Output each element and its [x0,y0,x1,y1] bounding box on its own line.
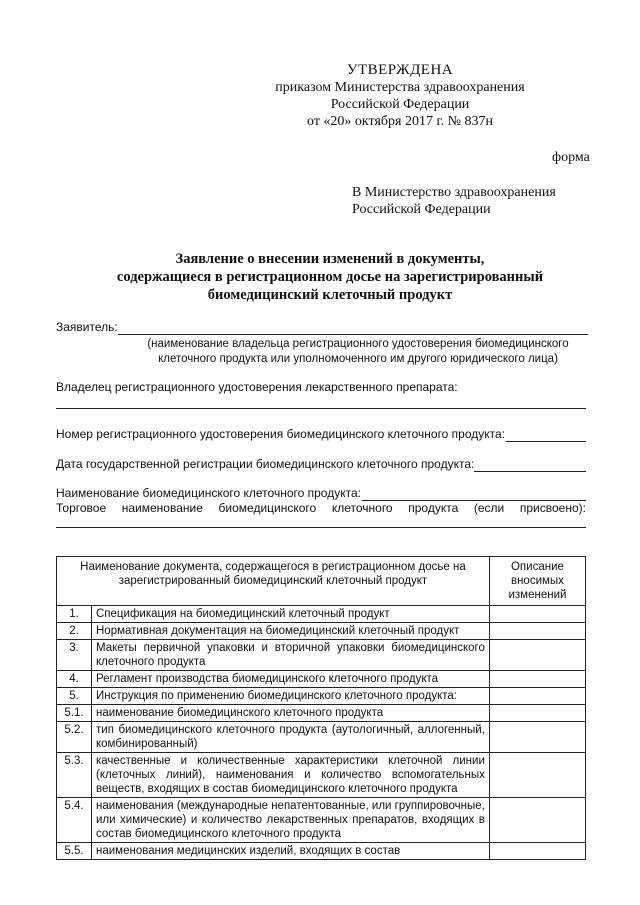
row-text: наименования (международные непатентованные, или группировочные, или химические) и количество лекарственных препаратов, входящих в состав биомедицинского клеточного продукта [92,798,490,843]
applicant-field[interactable] [118,334,588,335]
row-text: Нормативная документация на биомедицинский клеточный продукт [92,623,490,640]
row-text: Регламент производства биомедицинского клеточного продукта [92,671,490,688]
row-number: 5.3. [57,753,92,798]
table-row [57,688,586,705]
applicant-hint-line: (наименование владельца регистрационного удостоверения биомедицинского [147,338,569,350]
trade-word: биомедицинского [218,501,317,515]
title-line: Заявление о внесении изменений в документы, [175,251,485,267]
row-text: Макеты первичной упаковки и вторичной упаковки биомедицинского клеточного продукта [92,640,490,671]
documents-table [56,556,586,860]
table-row [57,798,586,843]
reg-number-field[interactable] [506,441,586,442]
addressee-line: Российской Федерации [352,202,491,217]
row-number: 5.2. [57,722,92,753]
row-text: тип биомедицинского клеточного продукта (аутологичный, аллогенный, комбинированный) [92,722,490,753]
change-description-cell[interactable] [489,671,585,688]
trade-name-field[interactable] [56,527,586,528]
approval-line: от «20» октября 2017 г. № 837н [307,114,493,129]
applicant-hint [128,337,588,367]
change-description-cell[interactable] [489,640,585,671]
table-row [57,606,586,623]
change-description-cell[interactable] [489,623,585,640]
change-description-cell[interactable] [489,606,585,623]
trade-word: (если [473,501,505,515]
title-line: биомедицинский клеточный продукт [207,287,453,303]
table-header-row [57,557,586,606]
approval-heading: УТВЕРЖДЕНА [346,62,454,78]
row-number: 4. [57,671,92,688]
change-description-cell[interactable] [489,843,585,860]
approval-line: Российской Федерации [330,97,470,112]
row-text: Инструкция по применению биомедицинского клеточного продукта: [92,688,490,705]
row-number: 3. [57,640,92,671]
trade-word: продукта [408,501,459,515]
trade-word: клеточного [331,501,393,515]
table-row [57,722,586,753]
trade-word: наименование [121,501,203,515]
table-row [57,640,586,671]
table-row [57,753,586,798]
trade-word: присвоено): [519,501,586,515]
row-number: 5.4. [57,798,92,843]
owner-label: Владелец регистрационного удостоверения лекарственного препарата: [56,380,458,394]
product-name-label: Наименование биомедицинского клеточного продукта: [56,486,361,500]
row-text: Спецификация на биомедицинский клеточный продукт [92,606,490,623]
title-line: содержащиеся в регистрационном досье на зарегистрированный [116,269,544,285]
row-text: наименование биомедицинского клеточного продукта [92,705,490,722]
row-text: качественные и количественные характеристики клеточной линии (клеточных линий), наименования и количество вспомогательных веществ, входящих в состав биомедицинского клеточного продукта [92,753,490,798]
row-number: 5.1. [57,705,92,722]
change-description-cell[interactable] [489,722,585,753]
addressee-line: В Министерство здравоохранения [352,185,556,200]
row-text: наименования медицинских изделий, входящих в состав [92,843,490,860]
table-row [57,623,586,640]
header-description: Описание вносимых изменений [489,557,585,606]
change-description-cell[interactable] [489,798,585,843]
document-title [60,250,600,304]
table-row [57,671,586,688]
table-row [57,843,586,860]
addressee [352,184,612,218]
trade-word: Торговое [56,501,107,515]
row-number: 2. [57,623,92,640]
owner-field[interactable] [56,408,586,409]
change-description-cell[interactable] [489,688,585,705]
reg-date-field[interactable] [474,471,586,472]
row-number: 5. [57,688,92,705]
applicant-hint-line: клеточного продукта или уполномоченного им другого юридического лица) [158,353,558,365]
reg-number-label: Номер регистрационного удостоверения биомедицинского клеточного продукта: [56,427,506,441]
form-label: форма [552,150,590,165]
reg-date-label: Дата государственной регистрации биомедицинского клеточного продукта: [56,457,475,471]
applicant-label: Заявитель: [56,320,118,334]
header-document-name: Наименование документа, содержащегося в регистрационном досье на зарегистрированный биомедицинский клеточный продукт [57,557,490,606]
approval-stamp [250,62,550,130]
change-description-cell[interactable] [489,705,585,722]
change-description-cell[interactable] [489,753,585,798]
trade-name-label [56,501,586,515]
table-row [57,705,586,722]
approval-line: приказом Министерства здравоохранения [275,80,525,95]
row-number: 1. [57,606,92,623]
row-number: 5.5. [57,843,92,860]
